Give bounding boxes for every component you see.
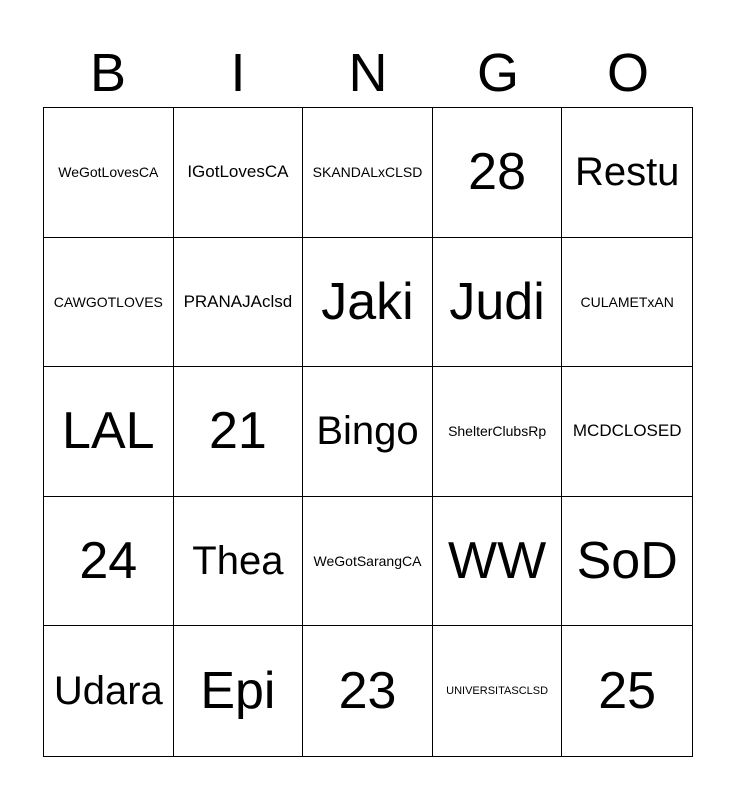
header-letter-g: G bbox=[476, 43, 519, 103]
bingo-cell[interactable]: UNIVERSITASCLSD bbox=[433, 626, 563, 756]
bingo-cell[interactable]: PRANAJAclsd bbox=[174, 238, 304, 368]
bingo-cell[interactable]: Epi bbox=[174, 626, 304, 756]
header-letter-b: B bbox=[89, 43, 127, 103]
bingo-cell[interactable]: 21 bbox=[174, 367, 304, 497]
bingo-cell[interactable]: WeGotLovesCA bbox=[44, 108, 174, 238]
bingo-cell[interactable]: Bingo bbox=[303, 367, 433, 497]
bingo-cell[interactable]: Jaki bbox=[303, 238, 433, 368]
bingo-card bbox=[43, 107, 693, 757]
bingo-cell[interactable]: LAL bbox=[44, 367, 174, 497]
header-letter-o: O bbox=[606, 43, 649, 103]
bingo-cell[interactable]: WW bbox=[433, 497, 563, 627]
bingo-cell[interactable]: Judi bbox=[433, 238, 563, 368]
bingo-header bbox=[43, 40, 693, 106]
bingo-cell[interactable]: 25 bbox=[598, 662, 657, 721]
bingo-cell[interactable]: IGotLovesCA bbox=[174, 108, 304, 238]
header-letter-n: N bbox=[348, 43, 388, 103]
bingo-cell[interactable]: SKANDALxCLSD bbox=[303, 108, 433, 238]
bingo-cell[interactable]: 28 bbox=[433, 108, 563, 238]
bingo-cell[interactable]: CULAMETxAN bbox=[562, 238, 692, 368]
bingo-cell[interactable]: MCDCLOSED bbox=[562, 367, 692, 497]
bingo-cell[interactable]: Thea bbox=[174, 497, 304, 627]
bingo-cell[interactable]: ShelterClubsRp bbox=[433, 367, 563, 497]
bingo-cell[interactable]: 24 bbox=[44, 497, 174, 627]
bingo-cell[interactable]: Udara bbox=[44, 626, 174, 756]
bingo-cell[interactable]: CAWGOTLOVES bbox=[44, 238, 174, 368]
bingo-cell[interactable]: WeGotSarangCA bbox=[303, 497, 433, 627]
bingo-cell[interactable]: 23 bbox=[303, 626, 433, 756]
header-letter-i: I bbox=[230, 43, 246, 103]
bingo-cell[interactable]: Restu bbox=[562, 108, 692, 238]
bingo-cell[interactable]: SoD bbox=[562, 497, 692, 627]
